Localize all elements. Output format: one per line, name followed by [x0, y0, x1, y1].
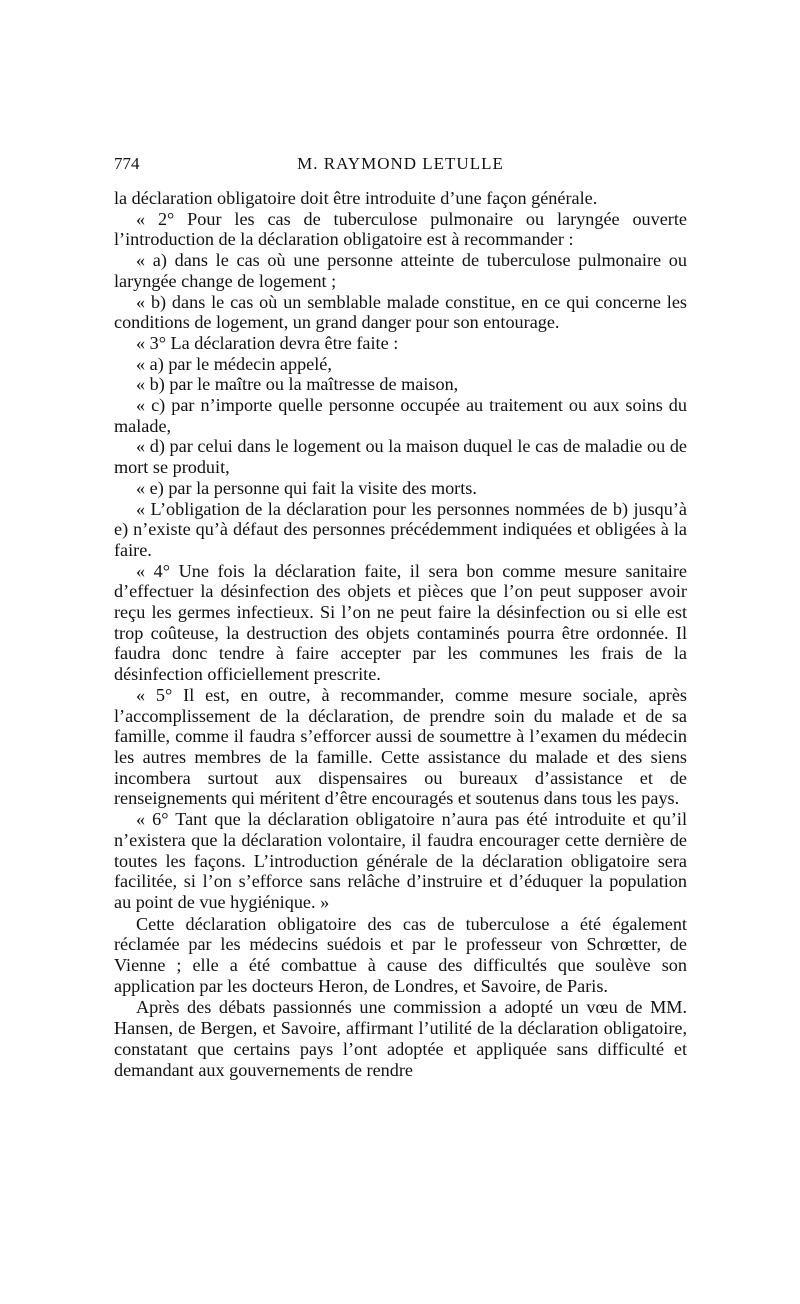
paragraph: « 6° Tant que la déclaration obligatoire n’aura pas été introduite et qu’il n’existera que la déclaration volontaire, il faudra encourager cette dernière de toutes les façons. L’introduction générale de la déclaration obligatoire sera facilitée, si l’on s’efforce sans relâche d’instruire et d’éduquer la population au point de vue hygiénique. »: [114, 809, 687, 912]
paragraph: « 4° Une fois la déclaration faite, il sera bon comme mesure sanitaire d’effectuer la désinfection des objets et pièces que l’on peut supposer avoir reçu les germes infectieux. Si l’on ne peut faire la désinfection ou si elle est trop coûteuse, la destruction des objets contaminés pourra être ordonnée. Il faudra donc tendre à faire accepter par les communes les frais de la désinfection officiellement prescrite.: [114, 560, 687, 685]
paragraph: « 3° La déclaration devra être faite :: [136, 332, 399, 353]
paragraph: « c) par n’importe quelle personne occupée au traitement ou aux soins du malade,: [114, 395, 687, 436]
page-number: 774: [114, 154, 140, 173]
paragraph: « 5° Il est, en outre, à recommander, comme mesure sociale, après l’accomplissement de la déclaration, de prendre soin du malade et de sa famille, comme il faudra s’efforcer aussi de soumettre à l’examen du médecin les autres membres de la famille. Cette assistance du malade et des siens incombera surtout aux dispensaires ou bureaux d’assistance et de renseignements qui méritent d’être encouragés et soutenus dans tous les pays.: [114, 684, 687, 809]
document-page: [114, 150, 687, 1080]
paragraph: « b) dans le cas où un semblable malade constitue, en ce qui concerne les conditions de logement, un grand danger pour son entourage.: [114, 291, 687, 333]
paragraph: « a) par le médecin appelé,: [136, 353, 332, 374]
paragraph: « d) par celui dans le logement ou la maison duquel le cas de maladie ou de mort se produit,: [114, 436, 687, 478]
paragraph: « L’obligation de la déclaration pour les personnes nommées de b) jusqu’à e) n’existe qu’à défaut des personnes précédemment indiquées et obligées à la faire.: [114, 498, 687, 560]
paragraph: « b) par le maître ou la maîtresse de maison,: [136, 374, 459, 395]
paragraph: la déclaration obligatoire doit être introduite d’une façon générale.: [114, 188, 598, 208]
paragraph: « e) par la personne qui fait la visite des morts.: [136, 477, 477, 498]
running-head: M. RAYMOND LETULLE: [297, 154, 504, 173]
paragraph: Après des débats passionnés une commission a adopté un vœu de MM. Hansen, de Bergen, et Savoire, affirmant l’utilité de la déclaration obligatoire, constatant que certains pays l’ont adoptée et appliquée sans difficulté et demandant aux gouvernements de rendre: [114, 997, 687, 1080]
paragraph: « 2° Pour les cas de tuberculose pulmonaire ou laryngée ouverte l’introduction de la déclaration obligatoire est à recommander :: [114, 208, 687, 250]
paragraph: Cette déclaration obligatoire des cas de tuberculose a été également réclamée par les médecins suédois et par le professeur von Schrœtter, de Vienne ; elle a été combattue à cause des difficultés que soulève son application par les docteurs Heron, de Londres, et Savoire, de Paris.: [114, 913, 687, 996]
body-text: [114, 188, 687, 1080]
paragraph: « a) dans le cas où une personne atteinte de tuberculose pulmonaire ou laryngée change de logement ;: [114, 250, 687, 291]
page-header: [114, 150, 687, 180]
